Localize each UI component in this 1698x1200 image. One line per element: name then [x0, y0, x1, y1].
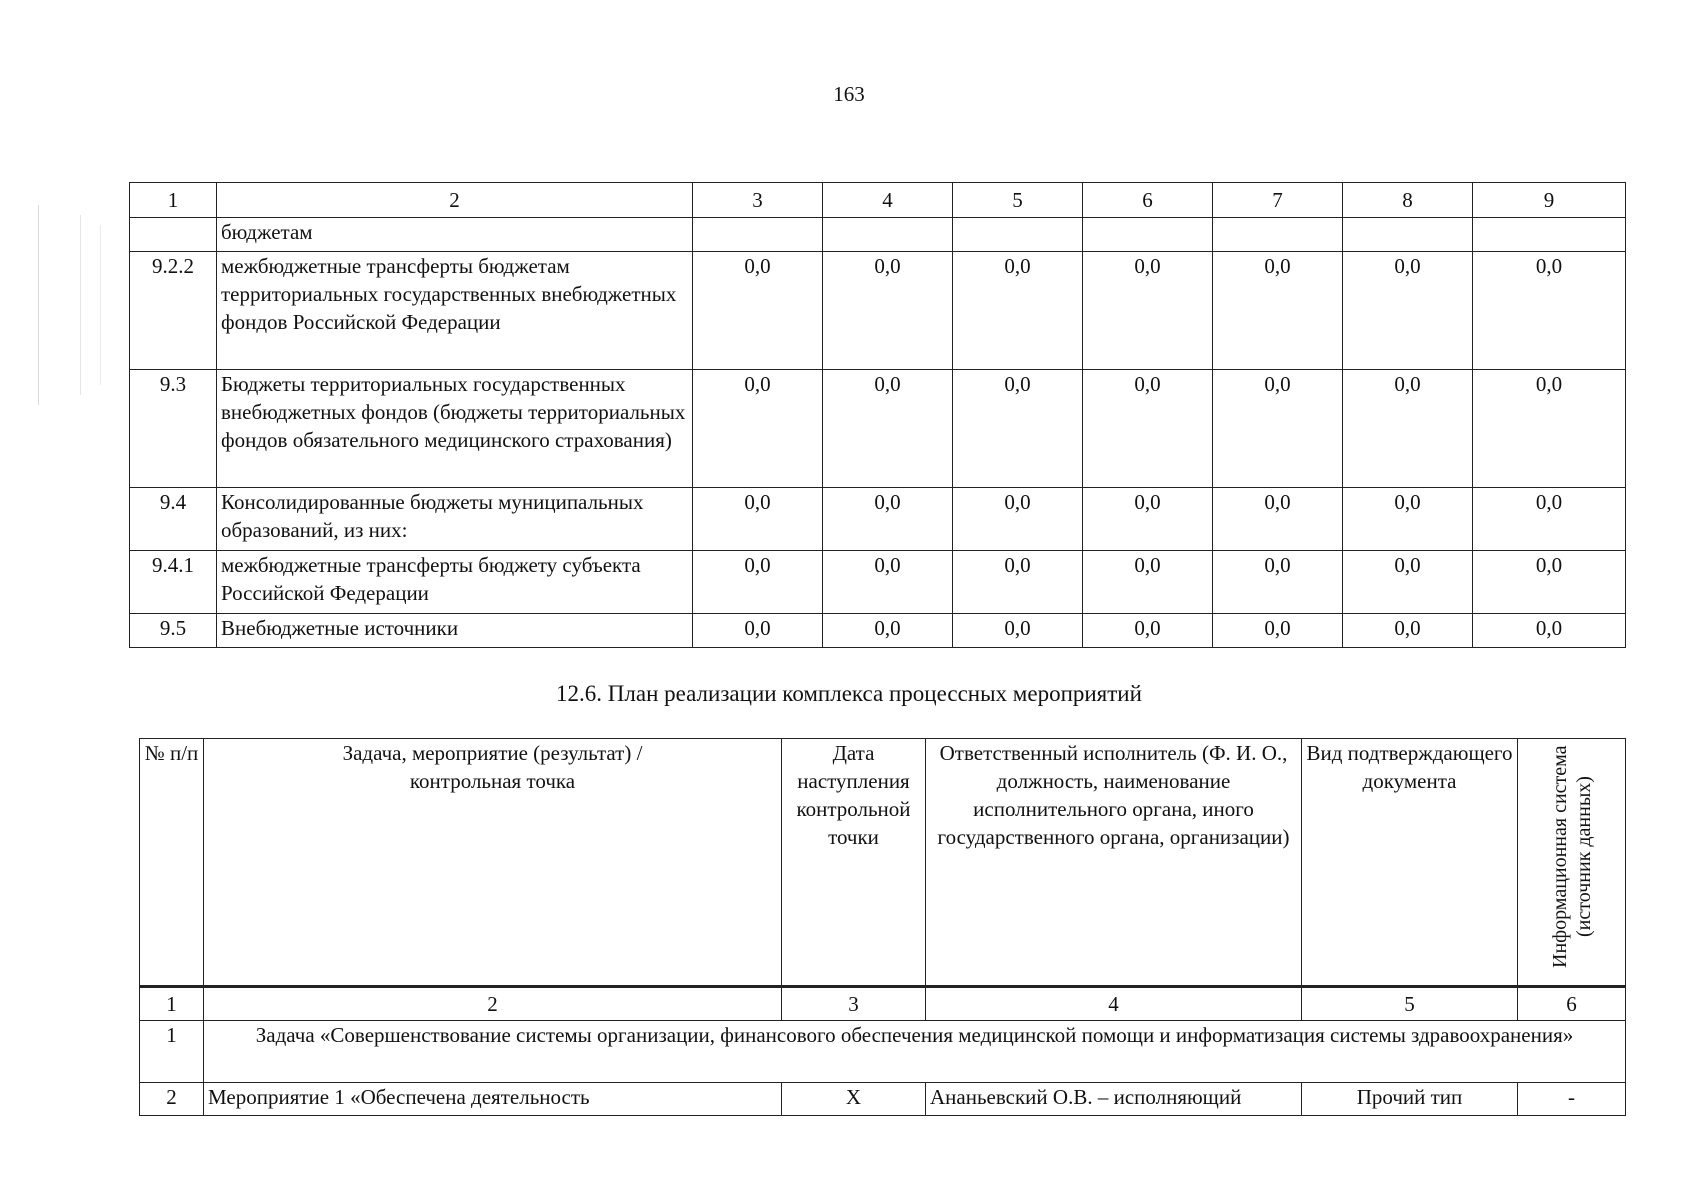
cell-value	[953, 218, 1083, 252]
row-number: 9.3	[130, 370, 217, 488]
header-responsible: Ответственный исполнитель (Ф. И. О., должность, наименование исполнительного органа, иного государственного органа, организации)	[926, 739, 1302, 987]
cell-value: 0,0	[1213, 252, 1343, 370]
scan-mark	[100, 225, 101, 385]
budget-table	[129, 182, 1626, 648]
column-number: 5	[953, 183, 1083, 218]
process-plan-table	[139, 738, 1626, 1116]
page-number: 163	[833, 82, 865, 106]
cell-value: 0,0	[693, 551, 823, 614]
cell-value: 0,0	[1213, 370, 1343, 488]
plan-table-number-row	[140, 987, 1626, 1021]
task-row	[140, 1021, 1626, 1083]
cell-value: 0,0	[1473, 614, 1626, 648]
row-number	[130, 218, 217, 252]
cell-value: 0,0	[1343, 551, 1473, 614]
column-number: 4	[823, 183, 953, 218]
column-number: 3	[782, 987, 926, 1021]
cell-value: 0,0	[823, 488, 953, 551]
row-number: 9.2.2	[130, 252, 217, 370]
cell-value: 0,0	[1083, 252, 1213, 370]
header-task: Задача, мероприятие (результат) / контрольная точка	[204, 739, 782, 987]
row-number: 9.5	[130, 614, 217, 648]
column-number: 2	[217, 183, 693, 218]
cell-value	[1083, 218, 1213, 252]
cell-value: 0,0	[953, 370, 1083, 488]
cell-value: 0,0	[1343, 370, 1473, 488]
cell-value	[1213, 218, 1343, 252]
activity-row	[140, 1083, 1626, 1116]
cell-value: 0,0	[1473, 370, 1626, 488]
cell-value: 0,0	[693, 488, 823, 551]
cell-value: 0,0	[1213, 614, 1343, 648]
column-number: 1	[140, 987, 204, 1021]
cell-value: 0,0	[693, 614, 823, 648]
cell-value: 0,0	[1343, 252, 1473, 370]
row-number: 2	[140, 1083, 204, 1116]
row-number: 9.4	[130, 488, 217, 551]
header-info-system-label: Информационная система (источник данных)	[1548, 745, 1595, 969]
cell-value	[823, 218, 953, 252]
row-name: межбюджетные трансферты бюджету субъекта Российской Федерации	[217, 551, 693, 614]
column-number: 7	[1213, 183, 1343, 218]
column-number: 2	[204, 987, 782, 1021]
activity-date: X	[782, 1083, 926, 1116]
cell-value: 0,0	[693, 370, 823, 488]
cell-value: 0,0	[1083, 551, 1213, 614]
column-number: 6	[1518, 987, 1626, 1021]
row-name: бюджетам	[217, 218, 693, 252]
table-row	[130, 551, 1626, 614]
cell-value: 0,0	[1083, 488, 1213, 551]
row-name: межбюджетные трансферты бюджетам территориальных государственных внебюджетных фондов Российской Федерации	[217, 252, 693, 370]
activity-responsible: Ананьевский О.В. – исполняющий	[926, 1083, 1302, 1116]
header-date: Дата наступления контрольной точки	[782, 739, 926, 987]
column-number: 9	[1473, 183, 1626, 218]
cell-value: 0,0	[1213, 551, 1343, 614]
cell-value: 0,0	[1343, 614, 1473, 648]
row-name: Внебюджетные источники	[217, 614, 693, 648]
cell-value	[1343, 218, 1473, 252]
cell-value: 0,0	[953, 551, 1083, 614]
cell-value: 0,0	[1083, 370, 1213, 488]
cell-value: 0,0	[953, 488, 1083, 551]
column-number: 1	[130, 183, 217, 218]
cell-value: 0,0	[823, 370, 953, 488]
activity-name: Мероприятие 1 «Обеспечена деятельность	[204, 1083, 782, 1116]
cell-value: 0,0	[1213, 488, 1343, 551]
cell-value: 0,0	[1083, 614, 1213, 648]
row-name: Консолидированные бюджеты муниципальных образований, из них:	[217, 488, 693, 551]
cell-value: 0,0	[1343, 488, 1473, 551]
task-text: Задача «Совершенствование системы организации, финансового обеспечения медицинской помощи и информатизация системы здравоохранения»	[204, 1021, 1626, 1083]
cell-value: 0,0	[953, 252, 1083, 370]
column-number: 4	[926, 987, 1302, 1021]
activity-info-system: -	[1518, 1083, 1626, 1116]
header-doc-type: Вид подтверждающего документа	[1302, 739, 1518, 987]
cell-value	[693, 218, 823, 252]
activity-doc-type: Прочий тип	[1302, 1083, 1518, 1116]
row-number: 1	[140, 1021, 204, 1083]
section-title: 12.6. План реализации комплекса процессных мероприятий	[556, 681, 1142, 706]
header-info-system	[1518, 739, 1626, 987]
row-number: 9.4.1	[130, 551, 217, 614]
table-row	[130, 614, 1626, 648]
column-number: 3	[693, 183, 823, 218]
row-name: Бюджеты территориальных государственных внебюджетных фондов (бюджеты территориальных фондов обязательного медицинского страхования)	[217, 370, 693, 488]
budget-table-header-row	[130, 183, 1626, 218]
header-num: № п/п	[140, 739, 204, 987]
table-row	[130, 370, 1626, 488]
column-number: 6	[1083, 183, 1213, 218]
cell-value: 0,0	[823, 551, 953, 614]
cell-value: 0,0	[823, 614, 953, 648]
cell-value: 0,0	[1473, 252, 1626, 370]
cell-value	[1473, 218, 1626, 252]
table-row	[130, 218, 1626, 252]
cell-value: 0,0	[823, 252, 953, 370]
cell-value: 0,0	[1473, 488, 1626, 551]
cell-value: 0,0	[953, 614, 1083, 648]
scan-mark	[80, 215, 81, 395]
plan-table-header-row	[140, 739, 1626, 987]
scan-mark	[38, 205, 39, 405]
column-number: 5	[1302, 987, 1518, 1021]
cell-value: 0,0	[1473, 551, 1626, 614]
cell-value: 0,0	[693, 252, 823, 370]
column-number: 8	[1343, 183, 1473, 218]
table-row	[130, 488, 1626, 551]
table-row	[130, 252, 1626, 370]
